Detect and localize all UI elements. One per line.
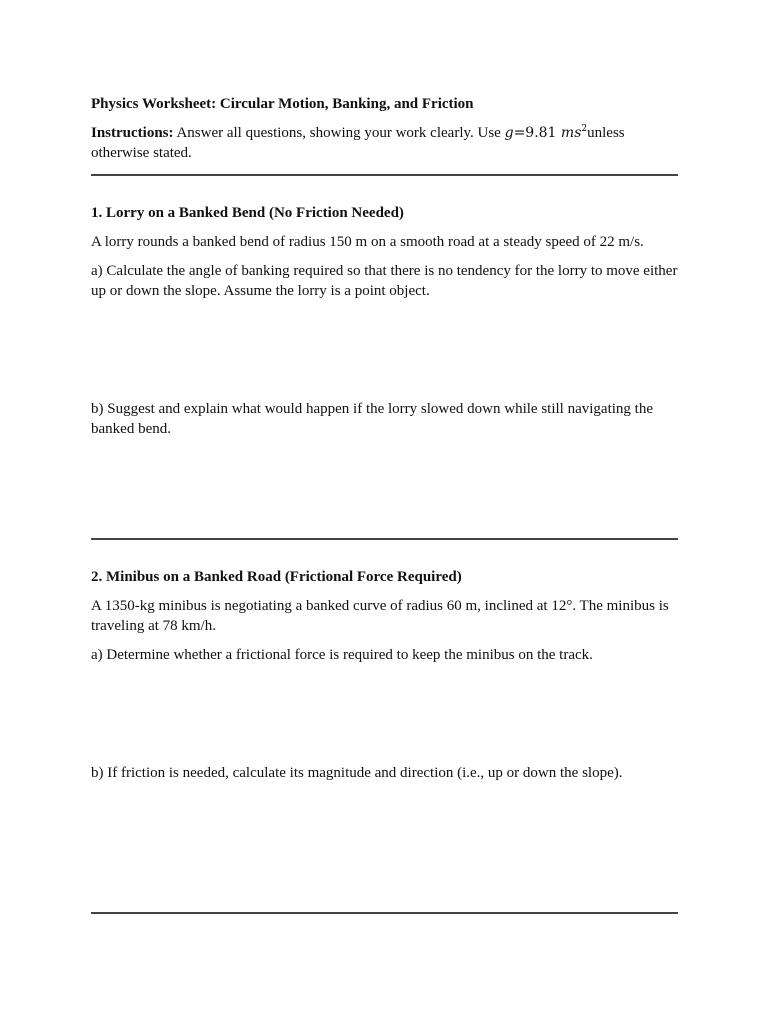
section-1-part-a: a) Calculate the angle of banking required so that there is no tendency for the lorry to move either up or down the slope. Assume the lorry is a point object. bbox=[91, 263, 678, 299]
section-2-heading: 2. Minibus on a Banked Road (Frictional Force Required) bbox=[91, 569, 462, 585]
math-value: 9.81 bbox=[525, 125, 557, 141]
instructions-text: Answer all questions, showing your work clearly. Use bbox=[176, 125, 501, 141]
section-2-intro: A 1350-kg minibus is negotiating a banked curve of radius 60 m, inclined at 12°. The minibus is traveling at 78 km/h. bbox=[91, 598, 669, 634]
worksheet-title: Physics Worksheet: Circular Motion, Banking, and Friction bbox=[91, 96, 474, 112]
instructions-line2: otherwise stated. bbox=[91, 145, 192, 161]
section-2-part-a: a) Determine whether a frictional force is required to keep the minibus on the track. bbox=[91, 647, 593, 663]
instructions bbox=[91, 123, 679, 163]
math-g: g bbox=[504, 125, 514, 141]
gravity-formula bbox=[505, 125, 588, 141]
section-1-heading: 1. Lorry on a Banked Bend (No Friction Needed) bbox=[91, 205, 404, 221]
divider-2 bbox=[91, 912, 678, 914]
instructions-tail: unless bbox=[587, 125, 625, 141]
instructions-label: Instructions: bbox=[91, 125, 174, 141]
math-exponent: 2 bbox=[581, 124, 588, 134]
section-2-part-b: b) If friction is needed, calculate its magnitude and direction (i.e., up or down the slope). bbox=[91, 765, 623, 781]
section-1-part-b: b) Suggest and explain what would happen if the lorry slowed down while still navigating the banked bend. bbox=[91, 401, 653, 437]
worksheet-content bbox=[91, 94, 679, 914]
section-1-intro: A lorry rounds a banked bend of radius 150 m on a smooth road at a steady speed of 22 m/s. bbox=[91, 234, 644, 250]
divider-top bbox=[91, 174, 678, 176]
divider-1 bbox=[91, 538, 678, 540]
math-unit: ms bbox=[560, 125, 582, 141]
math-equals: = bbox=[513, 125, 526, 141]
